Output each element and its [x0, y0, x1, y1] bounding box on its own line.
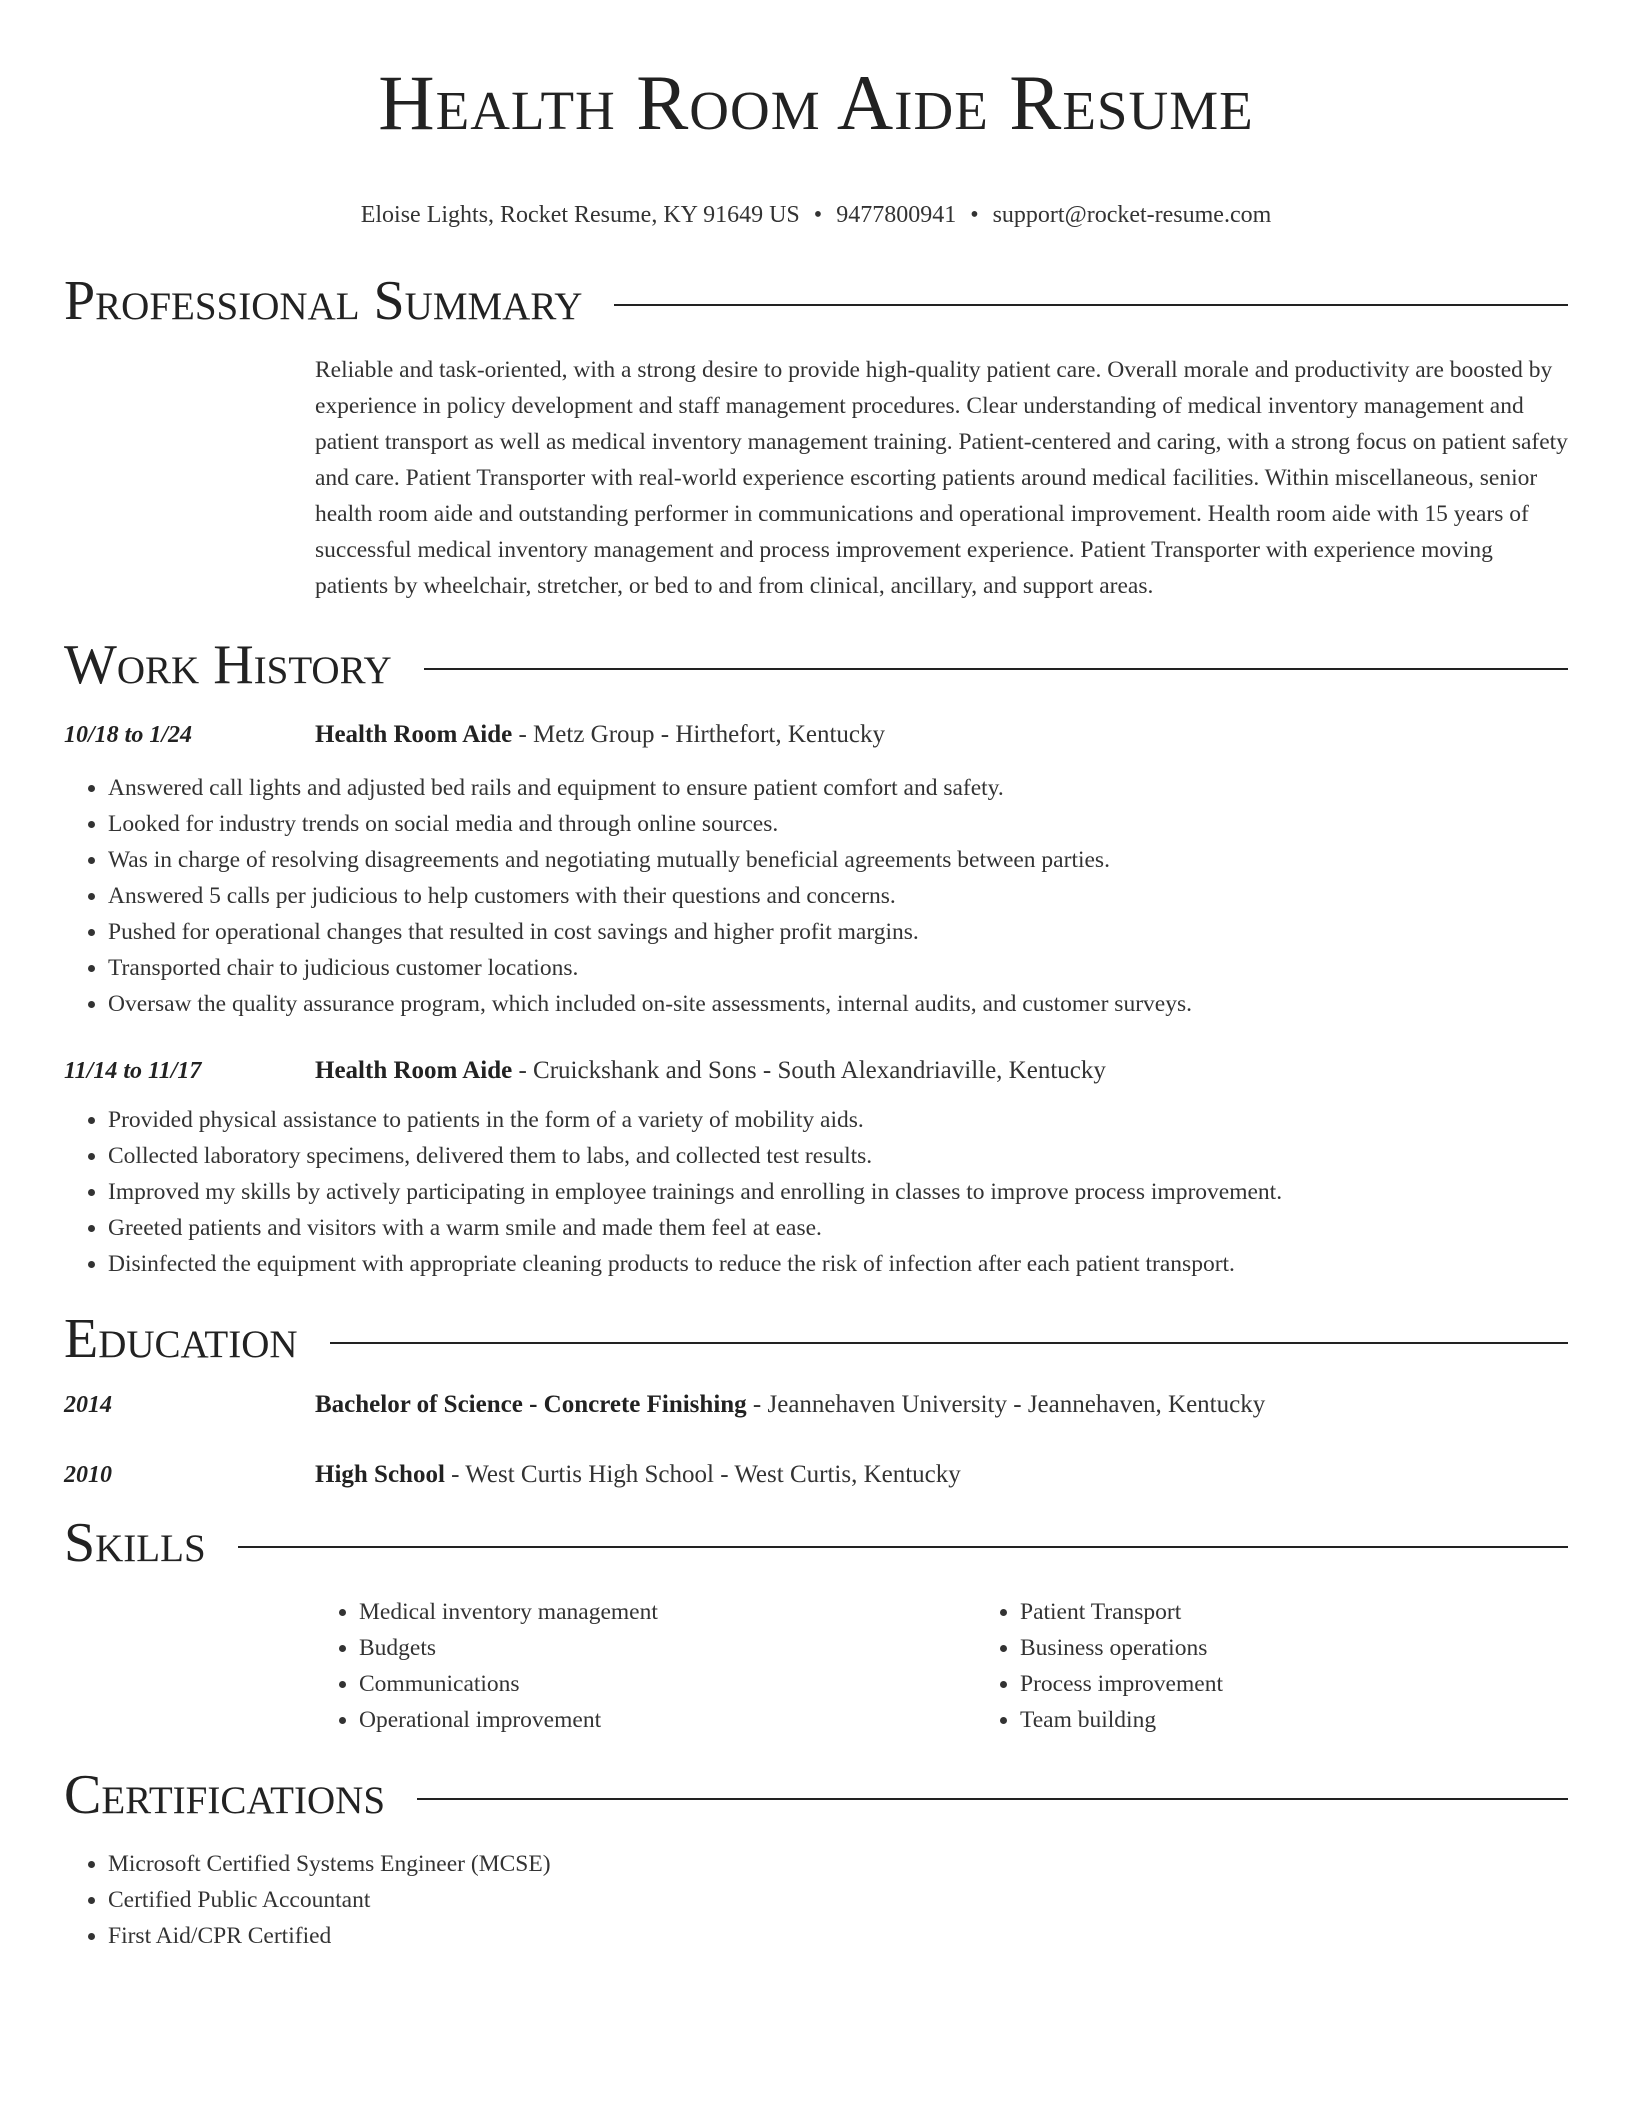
summary-heading: Professional Summary	[64, 270, 583, 332]
section-divider	[417, 1798, 1568, 1800]
resume-title: Health Room Aide Resume	[378, 59, 1254, 146]
summary-section-header	[64, 270, 1568, 332]
list-item: • Team building	[1020, 1702, 1632, 1738]
job-title: Health Room Aide	[315, 721, 513, 748]
degree: High School	[315, 1461, 445, 1488]
degree: Bachelor of Science - Concrete Finishing	[315, 1391, 747, 1418]
list-item: • Patient Transport	[1020, 1594, 1632, 1630]
list-item: • Medical inventory management	[359, 1594, 976, 1630]
email: support@rocket-resume.com	[992, 202, 1272, 228]
address: Eloise Lights, Rocket Resume, KY 91649 US	[360, 202, 800, 228]
separator-dot: •	[970, 202, 979, 228]
list-item: • Collected laboratory specimens, delivered them to labs, and collected test results.	[108, 1138, 1568, 1174]
job-bullets	[64, 1102, 1568, 1282]
list-item: • Looked for industry trends on social media and through online sources.	[108, 806, 1568, 842]
summary-text: Reliable and task-oriented, with a strong desire to provide high-quality patient care. Overall morale and productivity are boosted by experience in policy development and staff management procedures. Clear understanding of medical inventory management and patient transport as well as medical inventory management training. Patient-centered and caring, with a strong focus on patient safety and care. Patient Transporter with real-world experience escorting patients around medical facilities. Within miscellaneous, senior health room aide and outstanding performer in communications and operational improvement. Health room aide with 15 years of successful medical inventory management and process improvement experience. Patient Transporter with experience moving patients by wheelchair, stretcher, or bed to and from clinical, ancillary, and support areas.	[315, 357, 1568, 599]
education-entry	[64, 1388, 1568, 1422]
skills-section-header	[64, 1512, 1568, 1574]
section-divider	[330, 1342, 1568, 1344]
list-item: • Improved my skills by actively participating in employee trainings and enrolling in classes to improve process improvement.	[108, 1174, 1568, 1210]
list-item: • Process improvement	[1020, 1666, 1632, 1702]
education-year: 2014	[64, 1392, 112, 1418]
list-item: • Budgets	[359, 1630, 976, 1666]
skills-list-right	[976, 1594, 1632, 1738]
section-divider	[238, 1546, 1568, 1548]
job-bullets	[64, 770, 1568, 1022]
list-item: • Answered 5 calls per judicious to help customers with their questions and concerns.	[108, 878, 1568, 914]
list-item: • Answered call lights and adjusted bed rails and equipment to ensure patient comfort and safety.	[108, 770, 1568, 806]
job-details: - Cruickshank and Sons - South Alexandriaville, Kentucky	[512, 1057, 1106, 1084]
work-heading: Work History	[64, 634, 392, 696]
certifications-section-header	[64, 1764, 1568, 1826]
list-item: • Was in charge of resolving disagreements and negotiating mutually beneficial agreements between parties.	[108, 842, 1568, 878]
list-item: • Business operations	[1020, 1630, 1632, 1666]
list-item: • Greeted patients and visitors with a warm smile and made them feel at ease.	[108, 1210, 1568, 1246]
list-item: • First Aid/CPR Certified	[108, 1918, 1568, 1954]
separator-dot: •	[813, 202, 823, 228]
list-item: • Communications	[359, 1666, 976, 1702]
contact-line	[64, 200, 1568, 230]
list-item: • Provided physical assistance to patients in the form of a variety of mobility aids.	[108, 1102, 1568, 1138]
job-dates: 11/14 to 11/17	[64, 1058, 202, 1084]
education-section-header	[64, 1308, 1568, 1370]
phone: 9477800941	[836, 202, 957, 228]
job-entry	[64, 1054, 1568, 1282]
skills-list-left	[315, 1594, 976, 1738]
section-divider	[614, 304, 1568, 306]
skills-heading: Skills	[64, 1512, 206, 1574]
education-description	[315, 1458, 1568, 1492]
list-item: • Microsoft Certified Systems Engineer (MCSE)	[108, 1846, 1568, 1882]
certifications-list	[64, 1846, 1568, 1954]
list-item: • Pushed for operational changes that resulted in cost savings and higher profit margins.	[108, 914, 1568, 950]
job-dates: 10/18 to 1/24	[64, 722, 193, 748]
list-item: • Transported chair to judicious customer locations.	[108, 950, 1568, 986]
certifications-heading: Certifications	[64, 1764, 386, 1826]
list-item: • Oversaw the quality assurance program, which included on-site assessments, internal audits, and customer surveys.	[108, 986, 1568, 1022]
list-item: • Certified Public Accountant	[108, 1882, 1568, 1918]
school-details: - Jeannehaven University - Jeannehaven, Kentucky	[746, 1391, 1266, 1418]
education-entry	[64, 1458, 1568, 1492]
work-section-header	[64, 634, 1568, 696]
job-title: Health Room Aide	[315, 1057, 513, 1084]
education-year: 2010	[64, 1462, 112, 1488]
school-details: - West Curtis High School - West Curtis, Kentucky	[444, 1461, 961, 1488]
list-item: • Disinfected the equipment with appropriate cleaning products to reduce the risk of infection after each patient transport.	[108, 1246, 1568, 1282]
job-description	[315, 1054, 1568, 1088]
job-header	[64, 718, 1568, 752]
job-entry	[64, 718, 1568, 1022]
section-divider	[424, 668, 1568, 670]
skills-columns	[315, 1594, 1568, 1738]
job-description	[315, 718, 1568, 752]
job-header	[64, 1054, 1568, 1088]
job-details: - Metz Group - Hirthefort, Kentucky	[512, 721, 886, 748]
list-item: • Operational improvement	[359, 1702, 976, 1738]
education-description	[315, 1388, 1568, 1422]
education-heading: Education	[64, 1308, 298, 1370]
